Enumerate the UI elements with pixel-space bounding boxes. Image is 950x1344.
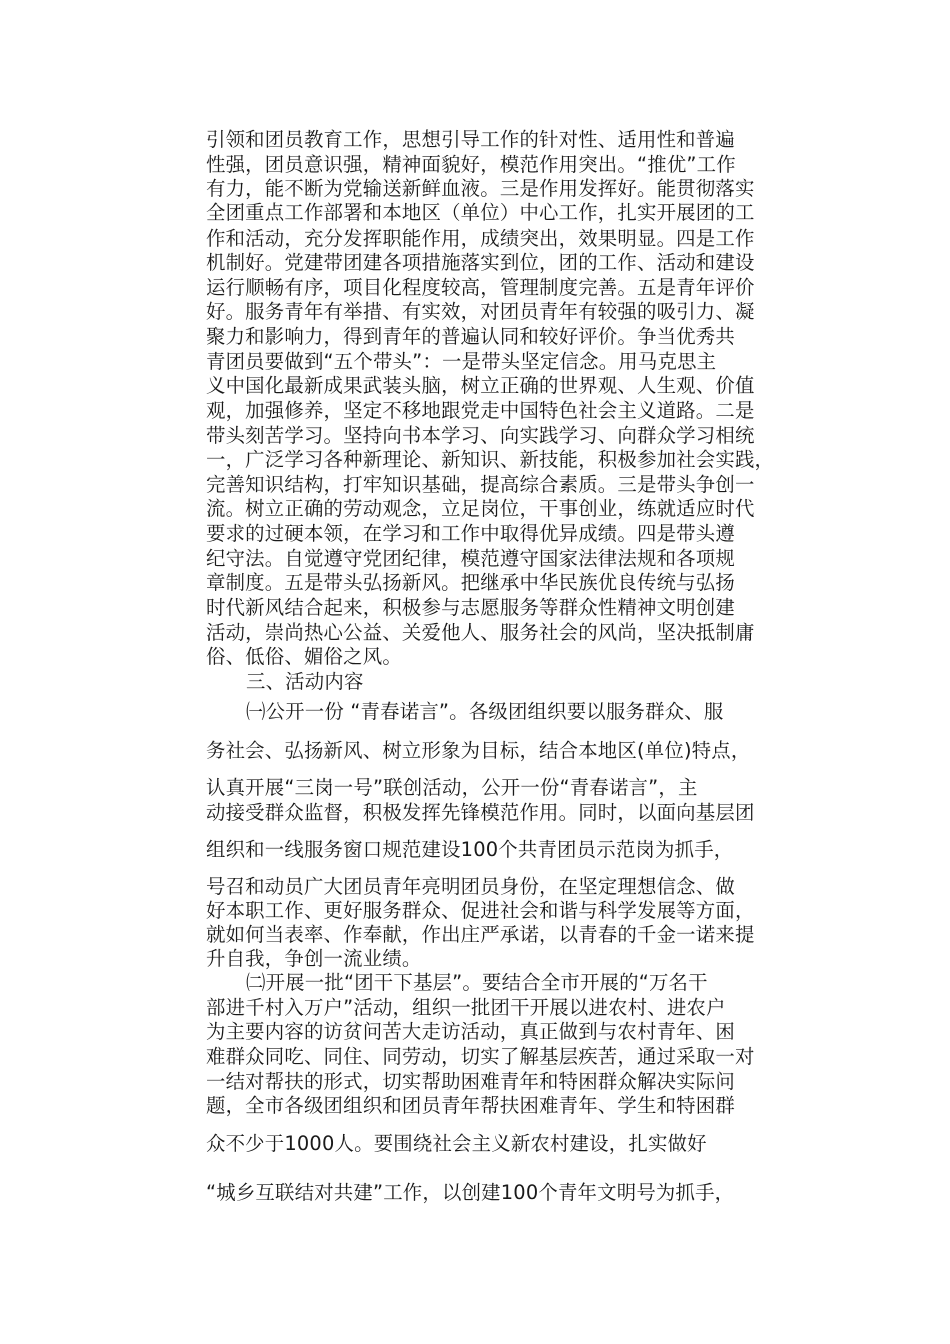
text-line: 就如何当表率、作奉献，作出庄严承诺，以青春的千金一诺来提 [206, 923, 755, 946]
text-line: 性强，团员意识强，精神面貌好，模范作用突出。“推优”工作 [206, 153, 736, 176]
text-line: 务社会、弘扬新风、树立形象为目标，结合本地区(单位)特点， [206, 739, 751, 762]
text-line: 部进千村入万户”活动，组织一批团干开展以进农村、进农户 [206, 996, 726, 1019]
text-line: 为主要内容的访贫问苦大走访活动，真正做到与农村青年、困 [206, 1020, 735, 1043]
text-line: 引领和团员教育工作，思想引导工作的针对性、适用性和普遍 [206, 128, 735, 151]
text-line: 带头刻苦学习。坚持向书本学习、向实践学习、向群众学习相统 [206, 424, 755, 447]
text-line: 流。树立正确的劳动观念，立足岗位，干事创业，练就适应时代 [206, 497, 755, 520]
text-line: 动接受群众监督，积极发挥先锋模范作用。同时，以面向基层团 [206, 801, 755, 824]
text-line: ㈠公开一份 “青春诺言”。各级团组织要以服务群众、服 [246, 700, 724, 723]
text-line: 升自我，争创一流业绩。 [206, 947, 422, 970]
text-line: 完善知识结构，打牢知识基础，提高综合素质。三是带头争创一 [206, 473, 755, 496]
text-line: 作和活动，充分发挥职能作用，成绩突出，效果明显。四是工作 [206, 227, 755, 250]
text-line: 青团员要做到“五个带头”：一是带头坚定信念。用马克思主 [206, 350, 717, 373]
text-line: 义中国化最新成果武装头脑，树立正确的世界观、人生观、价值 [206, 374, 755, 397]
text-line: 好。服务青年有举措、有实效，对团员青年有较强的吸引力、凝 [206, 300, 755, 323]
text-line: “城乡互联结对共建”工作，以创建100个青年文明号为抓手， [206, 1181, 735, 1204]
text-line: 题，全市各级团组织和团员青年帮扶困难青年、学生和特困群 [206, 1094, 735, 1117]
text-line: 纪守法。自觉遵守党团纪律，模范遵守国家法律法规和各项规 [206, 547, 735, 570]
text-line: 要求的过硬本领，在学习和工作中取得优异成绩。四是带头遵 [206, 522, 735, 545]
text-line: 一结对帮扶的形式，切实帮助困难青年和特困群众解决实际问 [206, 1070, 735, 1093]
text-line: 认真开展“三岗一号”联创活动，公开一份“青春诺言”，主 [206, 776, 698, 799]
section-heading: 三、活动内容 [246, 670, 364, 693]
text-line: 全团重点工作部署和本地区（单位）中心工作，扎实开展团的工 [206, 201, 755, 224]
text-line: 俗、低俗、媚俗之风。 [206, 645, 402, 668]
text-line: 众不少于1000人。要围绕社会主义新农村建设，扎实做好 [206, 1132, 707, 1155]
text-line: 观，加强修养，坚定不移地跟党走中国特色社会主义道路。二是 [206, 399, 755, 422]
text-line: 机制好。党建带团建各项措施落实到位，团的工作、活动和建设 [206, 251, 755, 274]
text-line: 运行顺畅有序，项目化程度较高，管理制度完善。五是青年评价 [206, 276, 755, 299]
text-line: 有力，能不断为党输送新鲜血液。三是作用发挥好。能贯彻落实 [206, 177, 755, 200]
text-line: 号召和动员广大团员青年亮明团员身份，在坚定理想信念、做 [206, 875, 735, 898]
text-line: 章制度。五是带头弘扬新风。把继承中华民族优良传统与弘扬 [206, 571, 735, 594]
text-line: 活动，崇尚热心公益、关爱他人、服务社会的风尚，坚决抵制庸 [206, 621, 755, 644]
text-line: 好本职工作、更好服务群众、促进社会和谐与科学发展等方面， [206, 899, 755, 922]
text-line: 一，广泛学习各种新理论、新知识、新技能，积极参加社会实践， [206, 448, 775, 471]
text-line: 难群众同吃、同住、同劳动，切实了解基层疾苦，通过采取一对 [206, 1045, 755, 1068]
text-line: 聚力和影响力，得到青年的普遍认同和较好评价。争当优秀共 [206, 325, 735, 348]
text-line: ㈡开展一批“团干下基层”。要结合全市开展的“万名干 [246, 971, 708, 994]
text-line: 组织和一线服务窗口规范建设100个共青团员示范岗为抓手， [206, 838, 734, 861]
text-line: 时代新风结合起来，积极参与志愿服务等群众性精神文明创建 [206, 596, 735, 619]
